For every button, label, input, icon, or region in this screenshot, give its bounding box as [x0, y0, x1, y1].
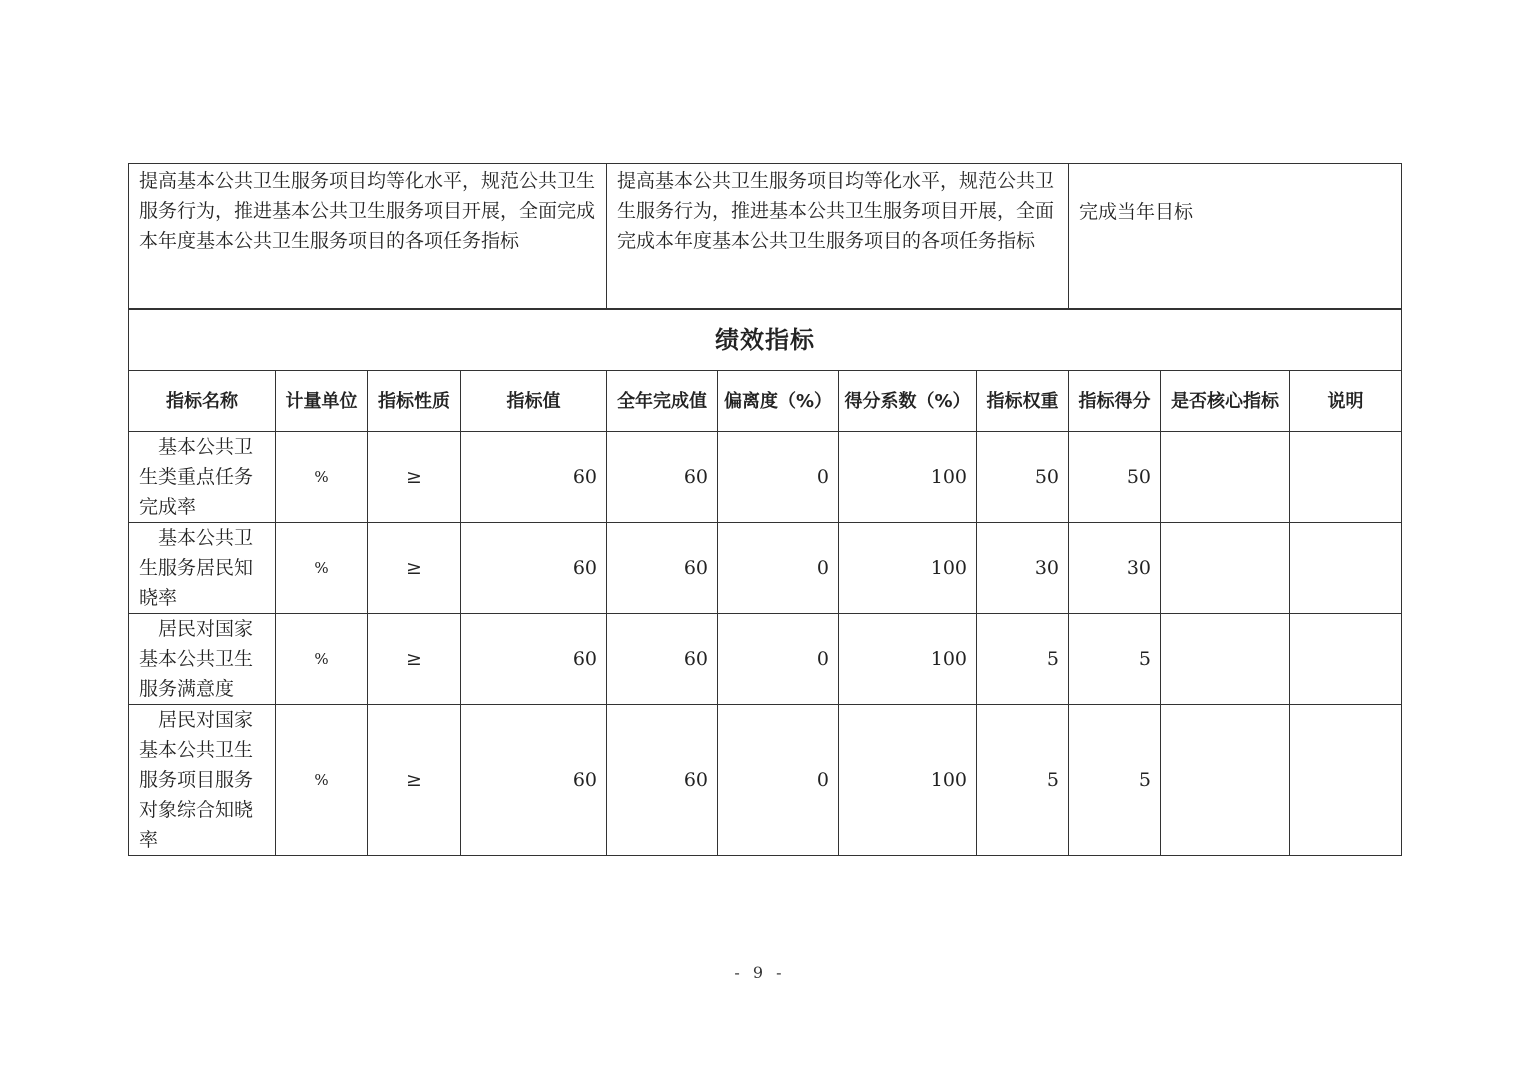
core-cell — [1161, 614, 1290, 705]
target-cell: 60 — [461, 705, 607, 856]
indicator-name: 居民对国家基本公共卫生服务项目服务对象综合知晓率 — [129, 705, 276, 856]
nature-cell: ≥ — [368, 523, 461, 614]
indicator-name: 居民对国家基本公共卫生服务满意度 — [129, 614, 276, 705]
header-row — [129, 371, 1402, 432]
coefficient-cell: 100 — [839, 432, 977, 523]
weight-cell: 5 — [977, 705, 1069, 856]
goals-cell-2: 提高基本公共卫生服务项目均等化水平，规范公共卫生服务行为，推进基本公共卫生服务项目开展，全面完成本年度基本公共卫生服务项目的各项任务指标 — [607, 164, 1069, 310]
header-cell: 指标性质 — [368, 371, 461, 432]
page-number: - 9 - — [734, 963, 786, 982]
weight-cell: 30 — [977, 523, 1069, 614]
unit-cell: % — [276, 523, 368, 614]
goals-row — [129, 164, 1402, 310]
note-cell — [1290, 432, 1402, 523]
note-cell — [1290, 523, 1402, 614]
actual-cell: 60 — [607, 432, 718, 523]
header-cell: 说明 — [1290, 371, 1402, 432]
target-cell: 60 — [461, 432, 607, 523]
target-cell: 60 — [461, 614, 607, 705]
goals-cell-3: 完成当年目标 — [1069, 164, 1402, 310]
header-cell: 指标得分 — [1069, 371, 1161, 432]
table-row — [129, 523, 1402, 614]
goals-table — [128, 163, 1402, 310]
coefficient-cell: 100 — [839, 523, 977, 614]
table-row — [129, 432, 1402, 523]
coefficient-cell: 100 — [839, 705, 977, 856]
deviation-cell: 0 — [718, 614, 839, 705]
weight-cell: 5 — [977, 614, 1069, 705]
weight-cell: 50 — [977, 432, 1069, 523]
header-cell: 计量单位 — [276, 371, 368, 432]
actual-cell: 60 — [607, 614, 718, 705]
score-cell: 30 — [1069, 523, 1161, 614]
actual-cell: 60 — [607, 523, 718, 614]
section-title: 绩效指标 — [129, 309, 1402, 371]
score-cell: 5 — [1069, 705, 1161, 856]
nature-cell: ≥ — [368, 432, 461, 523]
core-cell — [1161, 705, 1290, 856]
header-cell: 指标值 — [461, 371, 607, 432]
core-cell — [1161, 432, 1290, 523]
performance-table — [128, 308, 1402, 856]
note-cell — [1290, 705, 1402, 856]
actual-cell: 60 — [607, 705, 718, 856]
header-cell: 得分系数（%） — [839, 371, 977, 432]
section-title-row — [129, 309, 1402, 371]
note-cell — [1290, 614, 1402, 705]
coefficient-cell: 100 — [839, 614, 977, 705]
indicator-name: 基本公共卫生服务居民知晓率 — [129, 523, 276, 614]
core-cell — [1161, 523, 1290, 614]
header-cell: 全年完成值 — [607, 371, 718, 432]
unit-cell: % — [276, 432, 368, 523]
deviation-cell: 0 — [718, 523, 839, 614]
indicator-name: 基本公共卫生类重点任务完成率 — [129, 432, 276, 523]
nature-cell: ≥ — [368, 705, 461, 856]
score-cell: 5 — [1069, 614, 1161, 705]
header-cell: 指标名称 — [129, 371, 276, 432]
goals-cell-1: 提高基本公共卫生服务项目均等化水平，规范公共卫生服务行为，推进基本公共卫生服务项目开展，全面完成本年度基本公共卫生服务项目的各项任务指标 — [129, 164, 607, 310]
header-cell: 是否核心指标 — [1161, 371, 1290, 432]
header-cell: 偏离度（%） — [718, 371, 839, 432]
header-cell: 指标权重 — [977, 371, 1069, 432]
unit-cell: % — [276, 614, 368, 705]
deviation-cell: 0 — [718, 432, 839, 523]
nature-cell: ≥ — [368, 614, 461, 705]
score-cell: 50 — [1069, 432, 1161, 523]
unit-cell: % — [276, 705, 368, 856]
table-row — [129, 705, 1402, 856]
target-cell: 60 — [461, 523, 607, 614]
table-row — [129, 614, 1402, 705]
deviation-cell: 0 — [718, 705, 839, 856]
